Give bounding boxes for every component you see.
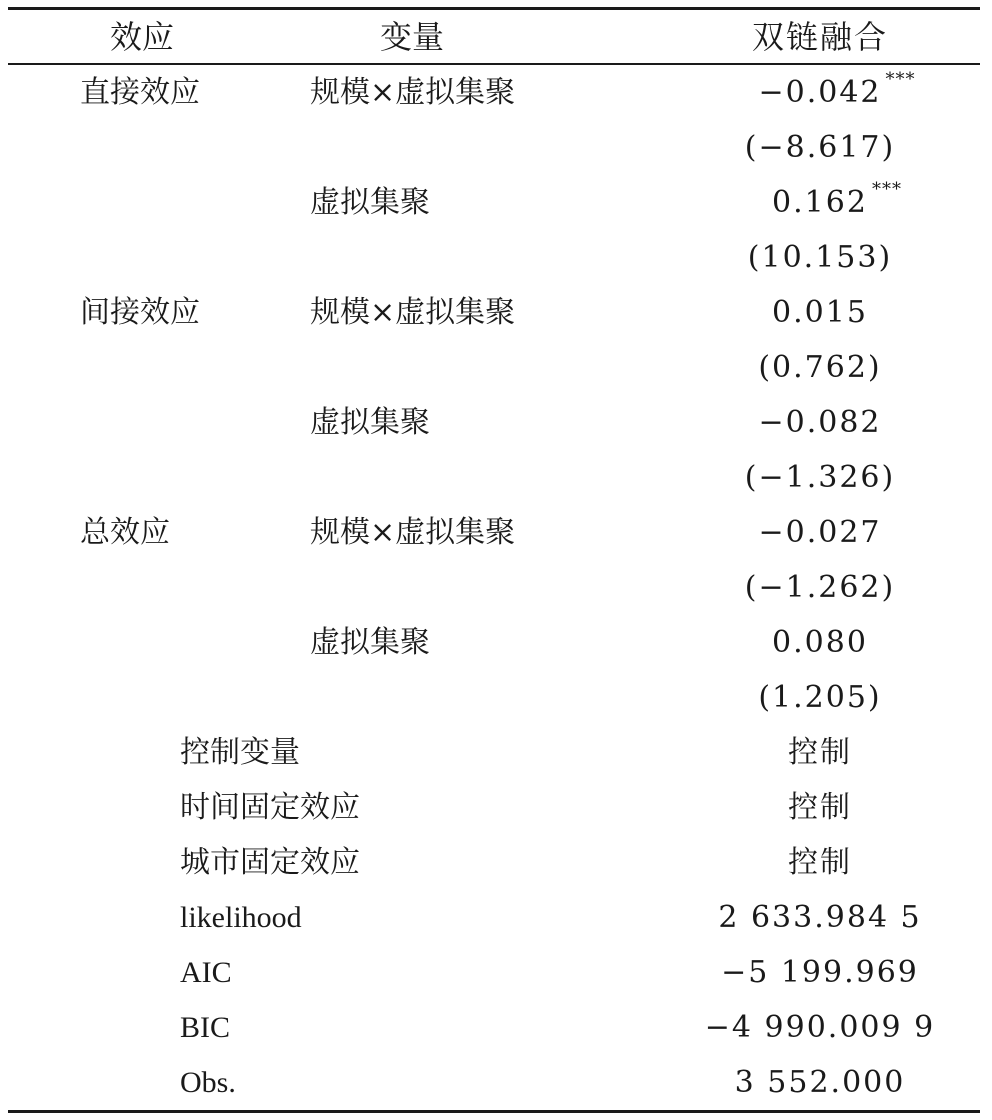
value-cell	[660, 175, 980, 230]
value-cell	[660, 670, 980, 725]
table-row	[0, 120, 992, 175]
table-row	[0, 395, 992, 450]
coefficient-value: 0.080	[772, 625, 868, 660]
coefficient-value: −0.042	[758, 75, 882, 110]
table-row	[0, 450, 992, 505]
value-cell	[660, 560, 980, 615]
stat-label: likelihood	[180, 901, 302, 934]
stat-value: −5 199.969	[721, 955, 919, 990]
stat-value: 3 552.000	[734, 1065, 906, 1100]
significance-stars: ***	[871, 179, 902, 200]
table-row	[0, 285, 992, 340]
variable-cell: 规模×虚拟集聚	[310, 295, 516, 330]
variable-cell: 虚拟集聚	[310, 185, 430, 220]
variable-cell: 规模×虚拟集聚	[310, 515, 516, 550]
value-cell	[660, 120, 980, 175]
stat-value: 控制	[788, 735, 852, 770]
value-cell	[660, 340, 980, 395]
table-header	[0, 10, 992, 65]
stat-row	[0, 835, 992, 890]
table-row	[0, 505, 992, 560]
stat-value: 2 633.984 5	[718, 900, 922, 935]
effect-cell: 总效应	[80, 515, 170, 550]
coefficient-value: (10.153)	[747, 240, 893, 275]
stat-row	[0, 945, 992, 1000]
header-effect: 效应	[110, 18, 175, 56]
variable-cell: 虚拟集聚	[310, 405, 430, 440]
coefficient-value: (−1.326)	[744, 460, 896, 495]
stat-row	[0, 890, 992, 945]
stat-label: BIC	[180, 1011, 231, 1044]
table-row	[0, 615, 992, 670]
stat-value: 控制	[788, 845, 852, 880]
coefficient-value: (−1.262)	[744, 570, 896, 605]
stat-label: AIC	[180, 956, 232, 989]
effect-cell: 直接效应	[80, 75, 200, 110]
value-cell	[660, 505, 980, 560]
stat-row	[0, 1000, 992, 1055]
stat-label: 城市固定效应	[180, 846, 360, 879]
coefficient-value: −0.027	[758, 515, 882, 550]
value-cell	[660, 65, 980, 120]
stat-label: Obs.	[180, 1066, 236, 1099]
coefficient-value: 0.162	[772, 185, 868, 220]
value-cell	[660, 450, 980, 505]
table-row	[0, 670, 992, 725]
value-cell	[660, 615, 980, 670]
coefficient-value: (1.205)	[758, 680, 882, 715]
variable-cell: 虚拟集聚	[310, 625, 430, 660]
stat-row	[0, 1055, 992, 1110]
stat-value: 控制	[788, 790, 852, 825]
value-cell	[660, 285, 980, 340]
header-variable: 变量	[380, 18, 445, 56]
table-row	[0, 560, 992, 615]
table-row	[0, 230, 992, 285]
coefficient-value: (0.762)	[758, 350, 882, 385]
value-cell	[660, 230, 980, 285]
table-row	[0, 340, 992, 395]
stat-row	[0, 725, 992, 780]
variable-cell: 规模×虚拟集聚	[310, 75, 516, 110]
coefficient-value: −0.082	[758, 405, 882, 440]
coefficient-value: 0.015	[772, 295, 868, 330]
coefficient-value: (−8.617)	[744, 130, 896, 165]
stat-row	[0, 780, 992, 835]
stat-value: −4 990.009 9	[704, 1010, 936, 1045]
value-cell	[660, 395, 980, 450]
table-bottom-rule	[8, 1110, 980, 1113]
table-row	[0, 65, 992, 120]
table-row	[0, 175, 992, 230]
effect-cell: 间接效应	[80, 295, 200, 330]
significance-stars: ***	[885, 69, 916, 90]
stat-label: 时间固定效应	[180, 791, 360, 824]
header-model: 双链融合	[751, 18, 888, 56]
stat-label: 控制变量	[180, 736, 300, 769]
